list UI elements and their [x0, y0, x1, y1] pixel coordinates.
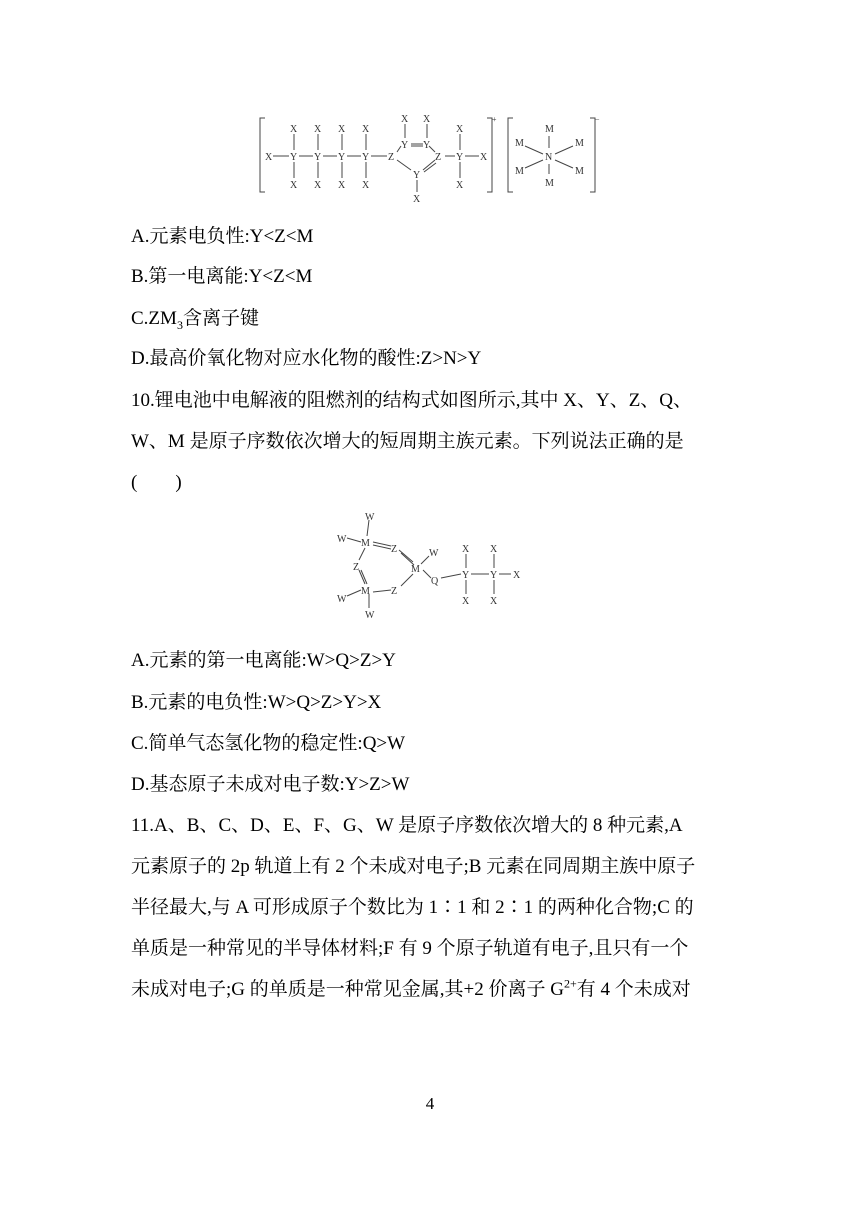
q10-option-a: A.元素的第一电离能:W>Q>Z>Y: [131, 650, 396, 671]
q11-stem-line5: [131, 978, 691, 1002]
q11-stem-line2: 元素原子的 2p 轨道上有 2 个未成对电子;B 元素在同周期主族中原子: [131, 856, 696, 877]
atom-x: X: [290, 124, 298, 135]
q9-option-c-rest: 含离子键: [182, 308, 259, 329]
atom-m: M: [361, 586, 370, 597]
atom-x: X: [290, 180, 298, 191]
atom-y: Y: [338, 152, 346, 163]
atom-m: M: [545, 124, 554, 135]
atom-z: Z: [353, 562, 360, 573]
atom-z: Z: [435, 152, 442, 163]
page-number: 4: [425, 1094, 435, 1113]
atom-y: Y: [401, 140, 409, 151]
subscript: 3: [176, 317, 183, 332]
atom-m: M: [361, 538, 370, 549]
atom-x: X: [413, 194, 421, 205]
q11-stem-line4: 单质是一种常见的半导体材料;F 有 9 个原子轨道有电子,且只有一个: [131, 938, 689, 959]
q10-answer-bracket: ( ): [131, 472, 182, 493]
atom-m: M: [575, 166, 584, 177]
atom-q: Q: [431, 576, 439, 587]
atom-z: Z: [391, 544, 398, 555]
atom-y: Y: [456, 152, 464, 163]
atom-y: Y: [413, 170, 421, 181]
atom-y: Y: [362, 152, 370, 163]
atom-x: X: [314, 180, 322, 191]
q9-option-a: A.元素电负性:Y<Z<M: [131, 226, 314, 247]
atom-w: W: [337, 534, 347, 545]
q11-stem-line1: 11.A、B、C、D、E、F、G、W 是原子序数依次增大的 8 种元素,A: [131, 815, 683, 836]
q11-line5-rest: 有 4 个未成对: [576, 979, 691, 1000]
atom-x: X: [362, 180, 370, 191]
q9-option-d: D.最高价氧化物对应水化物的酸性:Z>N>Y: [131, 348, 482, 369]
q9-option-b: B.第一电离能:Y<Z<M: [131, 266, 313, 287]
q10-stem-line1: 10.锂电池中电解液的阻燃剂的结构式如图所示,其中 X、Y、Z、Q、: [131, 390, 693, 411]
atom-x: X: [480, 152, 488, 163]
atom-w: W: [365, 610, 375, 621]
atom-x: X: [456, 180, 464, 191]
superscript: 2+: [563, 976, 577, 991]
atom-x: X: [338, 124, 346, 135]
atom-y: Y: [462, 570, 470, 581]
atom-y: Y: [290, 152, 298, 163]
q10-stem-line2: W、M 是原子序数依次增大的短周期主族元素。下列说法正确的是: [131, 431, 684, 452]
atom-w: W: [337, 594, 347, 605]
q11-line5-text: 未成对电子;G 的单质是一种常见金属,其+2 价离子 G: [131, 979, 564, 1000]
atom-m: M: [575, 138, 584, 149]
atom-x: X: [490, 596, 498, 607]
atom-x: X: [423, 114, 431, 125]
atom-x: X: [362, 124, 370, 135]
atom-w: W: [429, 548, 439, 559]
q10-option-b: B.元素的电负性:W>Q>Z>Y>X: [131, 692, 382, 713]
atom-z: Z: [388, 152, 395, 163]
atom-w: W: [365, 512, 375, 523]
atom-n: N: [545, 152, 553, 163]
q11-stem-line3: 半径最大,与 A 可形成原子个数比为 1∶1 和 2∶1 的两种化合物;C 的: [131, 897, 694, 918]
atom-m: M: [545, 178, 554, 189]
structure-figure-2: [335, 512, 535, 624]
q10-option-d: D.基态原子未成对电子数:Y>Z>W: [131, 774, 410, 795]
atom-y: Y: [490, 570, 498, 581]
atom-x: X: [401, 114, 409, 125]
atom-m: M: [515, 138, 524, 149]
atom-m: M: [515, 166, 524, 177]
atom-x: X: [490, 544, 498, 555]
atom-x: X: [513, 570, 521, 581]
atom-x: X: [265, 152, 273, 163]
atom-y: Y: [314, 152, 322, 163]
anion-charge: −: [595, 115, 600, 124]
atom-x: X: [314, 124, 322, 135]
atom-m: M: [411, 564, 420, 575]
atom-x: X: [456, 124, 464, 135]
structure-figure-1: [255, 108, 600, 208]
q10-option-c: C.简单气态氢化物的稳定性:Q>W: [131, 733, 406, 754]
atom-z: Z: [391, 586, 398, 597]
cation-charge: +: [492, 115, 497, 124]
q9-option-c: [131, 307, 259, 331]
atom-y: Y: [423, 140, 431, 151]
q9-option-c-text: C.ZM: [131, 308, 177, 329]
atom-x: X: [338, 180, 346, 191]
atom-x: X: [462, 596, 470, 607]
atom-x: X: [462, 544, 470, 555]
